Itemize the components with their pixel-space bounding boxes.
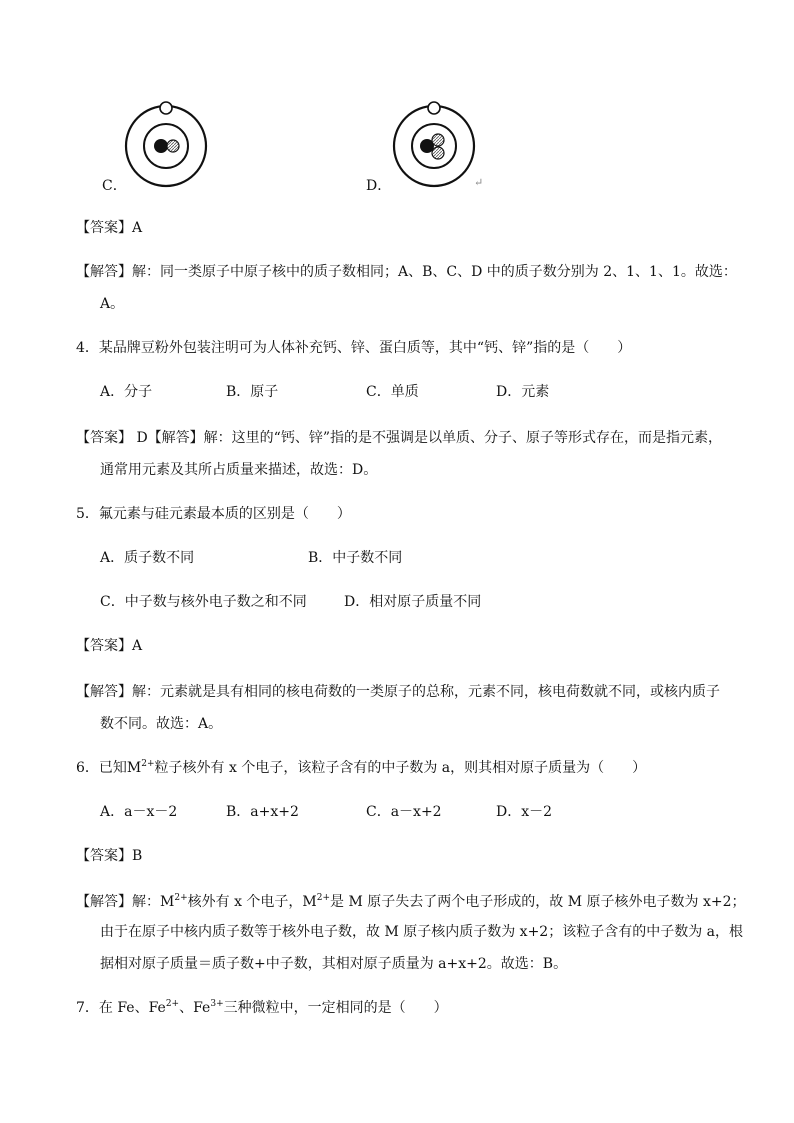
q7-stem: 7．在 Fe、$Fe^{2+}$、$Fe^{3+}$三种微粒中，一定相同的是（ ） bbox=[76, 999, 448, 1016]
q5-answer: 【答案】A bbox=[76, 638, 143, 654]
option-d-label: D． bbox=[366, 178, 392, 194]
atom-diagram-c bbox=[120, 100, 212, 192]
q4-option-d: D．元素 bbox=[496, 384, 550, 400]
q5-option-d: D．相对原子质量不同 bbox=[344, 594, 482, 610]
proton bbox=[154, 139, 168, 153]
q5-option-b: B．中子数不同 bbox=[308, 550, 403, 566]
q4-option-c: C．单质 bbox=[366, 384, 419, 400]
q3-analysis-line2: A。 bbox=[100, 296, 125, 312]
neutron bbox=[432, 134, 444, 146]
q6-answer: 【答案】B bbox=[76, 848, 143, 864]
q6-option-b: B．a+x+2 bbox=[226, 804, 299, 820]
q6-stem: 6．已知$M^{2+}$粒子核外有 x 个电子，该粒子含有的中子数为 a，则其相对原子质量为（ ） bbox=[76, 759, 647, 776]
atom-diagram-d bbox=[388, 100, 480, 192]
return-mark: ↵ bbox=[474, 176, 484, 189]
q5-analysis-line2: 数不同。故选：A。 bbox=[100, 716, 223, 732]
q4-option-a: A．分子 bbox=[100, 384, 153, 400]
q6-option-d: D．x－2 bbox=[496, 804, 553, 820]
q5-analysis-line1: 【解答】解：元素就是具有相同的核电荷数的一类原子的总称，元素不同，核电荷数就不同，或核内质子 bbox=[76, 684, 720, 700]
q6-option-c: C．a－x+2 bbox=[366, 804, 442, 820]
option-c-label: C． bbox=[102, 178, 127, 194]
q6-analysis-line1: 【解答】解：$M^{2+}$核外有 x 个电子，$M^{2+}$是 M 原子失去了两个电子形成的，故 M 原子核外电子数为 x+2； bbox=[76, 893, 746, 910]
q3-answer: 【答案】A bbox=[76, 220, 143, 236]
q6-option-a: A．a－x－2 bbox=[100, 804, 178, 820]
neutron bbox=[432, 147, 444, 159]
q5-option-c: C．中子数与核外电子数之和不同 bbox=[100, 594, 307, 610]
q5-stem: 5．氟元素与硅元素最本质的区别是（ ） bbox=[76, 506, 351, 522]
electron bbox=[428, 102, 440, 114]
q3-analysis-line1: 【解答】解：同一类原子中原子核中的质子数相同；A、B、C、D 中的质子数分别为 2、1、1、1。故选： bbox=[76, 264, 737, 280]
q6-analysis-line2: 由于在原子中核内质子数等于核外电子数，故 M 原子核内质子数为 x+2；该粒子含有的中子数为 a，根 bbox=[100, 924, 744, 940]
q6-analysis-line3: 据相对原子质量＝质子数+中子数，其相对原子质量为 a+x+2。故选：B。 bbox=[100, 956, 568, 972]
q4-analysis-line1: 【答案】 D【解答】解：这里的“钙、锌”指的是不强调是以单质、分子、原子等形式存在，而是指元素， bbox=[76, 430, 722, 446]
neutron bbox=[167, 140, 179, 152]
q4-stem: 4．某品牌豆粉外包装注明可为人体补充钙、锌、蛋白质等，其中“钙、锌”指的是（ ） bbox=[76, 340, 632, 356]
electron bbox=[160, 102, 172, 114]
q4-analysis-line2: 通常用元素及其所占质量来描述，故选：D。 bbox=[100, 462, 378, 478]
q4-option-b: B．原子 bbox=[226, 384, 279, 400]
q5-option-a: A．质子数不同 bbox=[100, 550, 195, 566]
